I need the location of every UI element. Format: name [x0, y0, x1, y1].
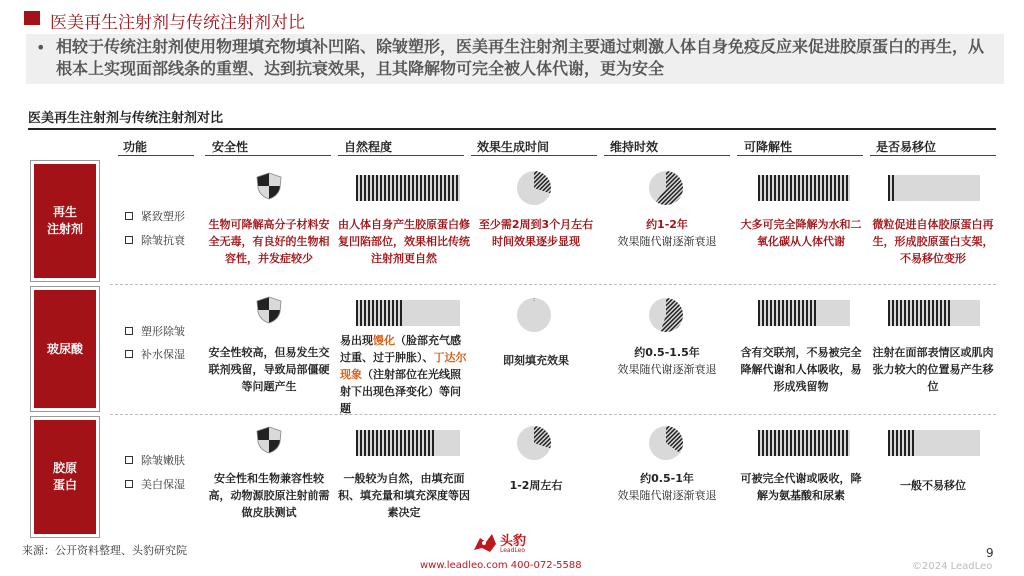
naturalness-bars-icon [356, 300, 460, 326]
title-marker [24, 11, 40, 25]
naturalness-text: 一般较为自然，由填充面积、填充量和填充深度等因素决定 [338, 472, 470, 519]
duration-main-text: 约0.5-1年 [640, 472, 694, 485]
onset-text: 即刻填充效果 [503, 354, 569, 367]
migration-bars-icon [888, 300, 980, 326]
col-rule [338, 155, 464, 156]
degradability-bars-icon [758, 430, 850, 456]
onset-pie-icon [516, 170, 552, 206]
col-head-naturalness: 自然程度 [344, 140, 393, 154]
row-label-collagen: 胶原 蛋白 [34, 420, 96, 534]
logo-sub: LeadLeo [500, 547, 526, 554]
row-label-regenerative: 再生 注射剂 [34, 164, 96, 278]
degradability-text: 含有交联剂，不易被完全降解代谢和人体吸收，易形成残留物 [740, 346, 862, 393]
safety-shield-icon [256, 426, 282, 454]
col-rule [604, 155, 730, 156]
migration-text: 微粒促进自体胶原蛋白再生，形成胶原蛋白支架，不易移位变形 [872, 218, 994, 265]
page-number: 9 [986, 546, 994, 560]
checkbox-icon [125, 350, 133, 358]
onset-text: 至少需2周到3个月左右时间效果逐步显现 [478, 218, 594, 248]
checkbox-icon [125, 456, 133, 464]
col-rule [205, 155, 331, 156]
col-head-function: 功能 [123, 140, 148, 154]
safety-shield-icon [256, 172, 282, 200]
summary-text: 相较于传统注射剂使用物理填充物填补凹陷、除皱塑形，医美再生注射剂主要通过刺激人体自身免疫反应来促进胶原蛋白的再生，从根本上实现面部线条的重塑、达到抗衰效果，且其降解物可完全被人体代谢，更为安全 [56, 37, 985, 78]
copyright: ©2024 LeadLeo [912, 561, 993, 572]
col-rule [737, 155, 863, 156]
naturalness-text: 由人体自身产生胶原蛋白修复凹陷部位，效果相比传统注射剂更自然 [338, 218, 470, 265]
table-title: 医美再生注射剂与传统注射剂对比 [28, 111, 224, 126]
safety-text: 安全性和生物兼容性较高，动物源胶原注射前需做皮肤测试 [208, 472, 330, 519]
col-head-onset: 效果生成时间 [477, 140, 550, 154]
col-head-degradability: 可降解性 [744, 140, 793, 154]
checkbox-icon [125, 327, 133, 335]
row-frame [30, 286, 100, 412]
duration-note-text: 效果随代谢逐渐衰退 [617, 235, 717, 248]
naturalness-bars-icon [356, 430, 460, 456]
naturalness-bars-icon [356, 175, 460, 201]
onset-text: 1-2周左右 [509, 479, 563, 492]
function-item: 紧致塑形 [125, 208, 185, 224]
row-label-hyaluronic: 玻尿酸 [34, 290, 96, 408]
col-rule [471, 155, 597, 156]
checkbox-icon [125, 480, 133, 488]
function-item: 美白保湿 [125, 476, 185, 492]
degradability-bars-icon [758, 300, 850, 326]
duration-note-text: 效果随代谢逐渐衰退 [617, 363, 717, 376]
row-frame [30, 160, 100, 282]
safety-shield-icon [256, 296, 282, 324]
function-item: 除皱抗衰 [125, 232, 185, 248]
degradability-text: 大多可完全降解为水和二氧化碳从人体代谢 [740, 218, 862, 248]
degradability-text: 可被完全代谢或吸收，降解为氨基酸和尿素 [740, 472, 862, 502]
duration-pie-icon [648, 170, 684, 206]
duration-note-text: 效果随代谢逐渐衰退 [617, 489, 717, 502]
col-rule [118, 155, 194, 156]
duration-main-text: 约1-2年 [646, 218, 688, 231]
bullet-icon: • [36, 38, 46, 57]
function-item: 除皱嫩肤 [125, 452, 185, 468]
degradability-bars-icon [758, 175, 850, 201]
migration-bars-icon [888, 175, 980, 201]
migration-bars-icon [888, 430, 980, 456]
page-title: 医美再生注射剂与传统注射剂对比 [50, 13, 305, 33]
onset-pie-icon [516, 297, 552, 333]
row-divider [110, 414, 996, 415]
migration-text: 一般不易移位 [900, 479, 966, 492]
migration-text: 注射在面部表情区或肌肉张力较大的位置易产生移位 [872, 346, 994, 393]
duration-main-text: 约0.5-1.5年 [634, 346, 700, 359]
col-head-migration: 是否易移位 [876, 140, 937, 154]
function-item: 塑形除皱 [125, 323, 185, 339]
col-head-safety: 安全性 [212, 140, 249, 154]
table-title-rule [28, 128, 996, 130]
col-head-duration: 维持时效 [610, 140, 659, 154]
contact-link[interactable]: www.leadleo.com 400-072-5588 [420, 560, 582, 571]
safety-text: 安全性较高，但易发生交联剂残留，导致局部僵硬等问题产生 [208, 346, 330, 393]
row-frame [30, 416, 100, 538]
summary-box [26, 34, 1004, 84]
onset-pie-icon [516, 425, 552, 461]
duration-pie-icon [648, 425, 684, 461]
row-divider [110, 284, 996, 285]
function-item: 补水保湿 [125, 346, 185, 362]
checkbox-icon [125, 212, 133, 220]
col-rule [870, 155, 996, 156]
source-note: 来源：公开资料整理、头豹研究院 [22, 544, 187, 557]
safety-text: 生物可降解高分子材料安全无毒，有良好的生物相容性，并发症较少 [208, 218, 330, 265]
checkbox-icon [125, 236, 133, 244]
duration-pie-icon [648, 297, 684, 333]
logo-name: 头豹 [500, 534, 527, 549]
naturalness-text: 易出现馒化（脸部充气感过重、过于肿胀）、丁达尔现象（注射部位在光线照射下出现色泽变化）等问题 [340, 334, 467, 415]
